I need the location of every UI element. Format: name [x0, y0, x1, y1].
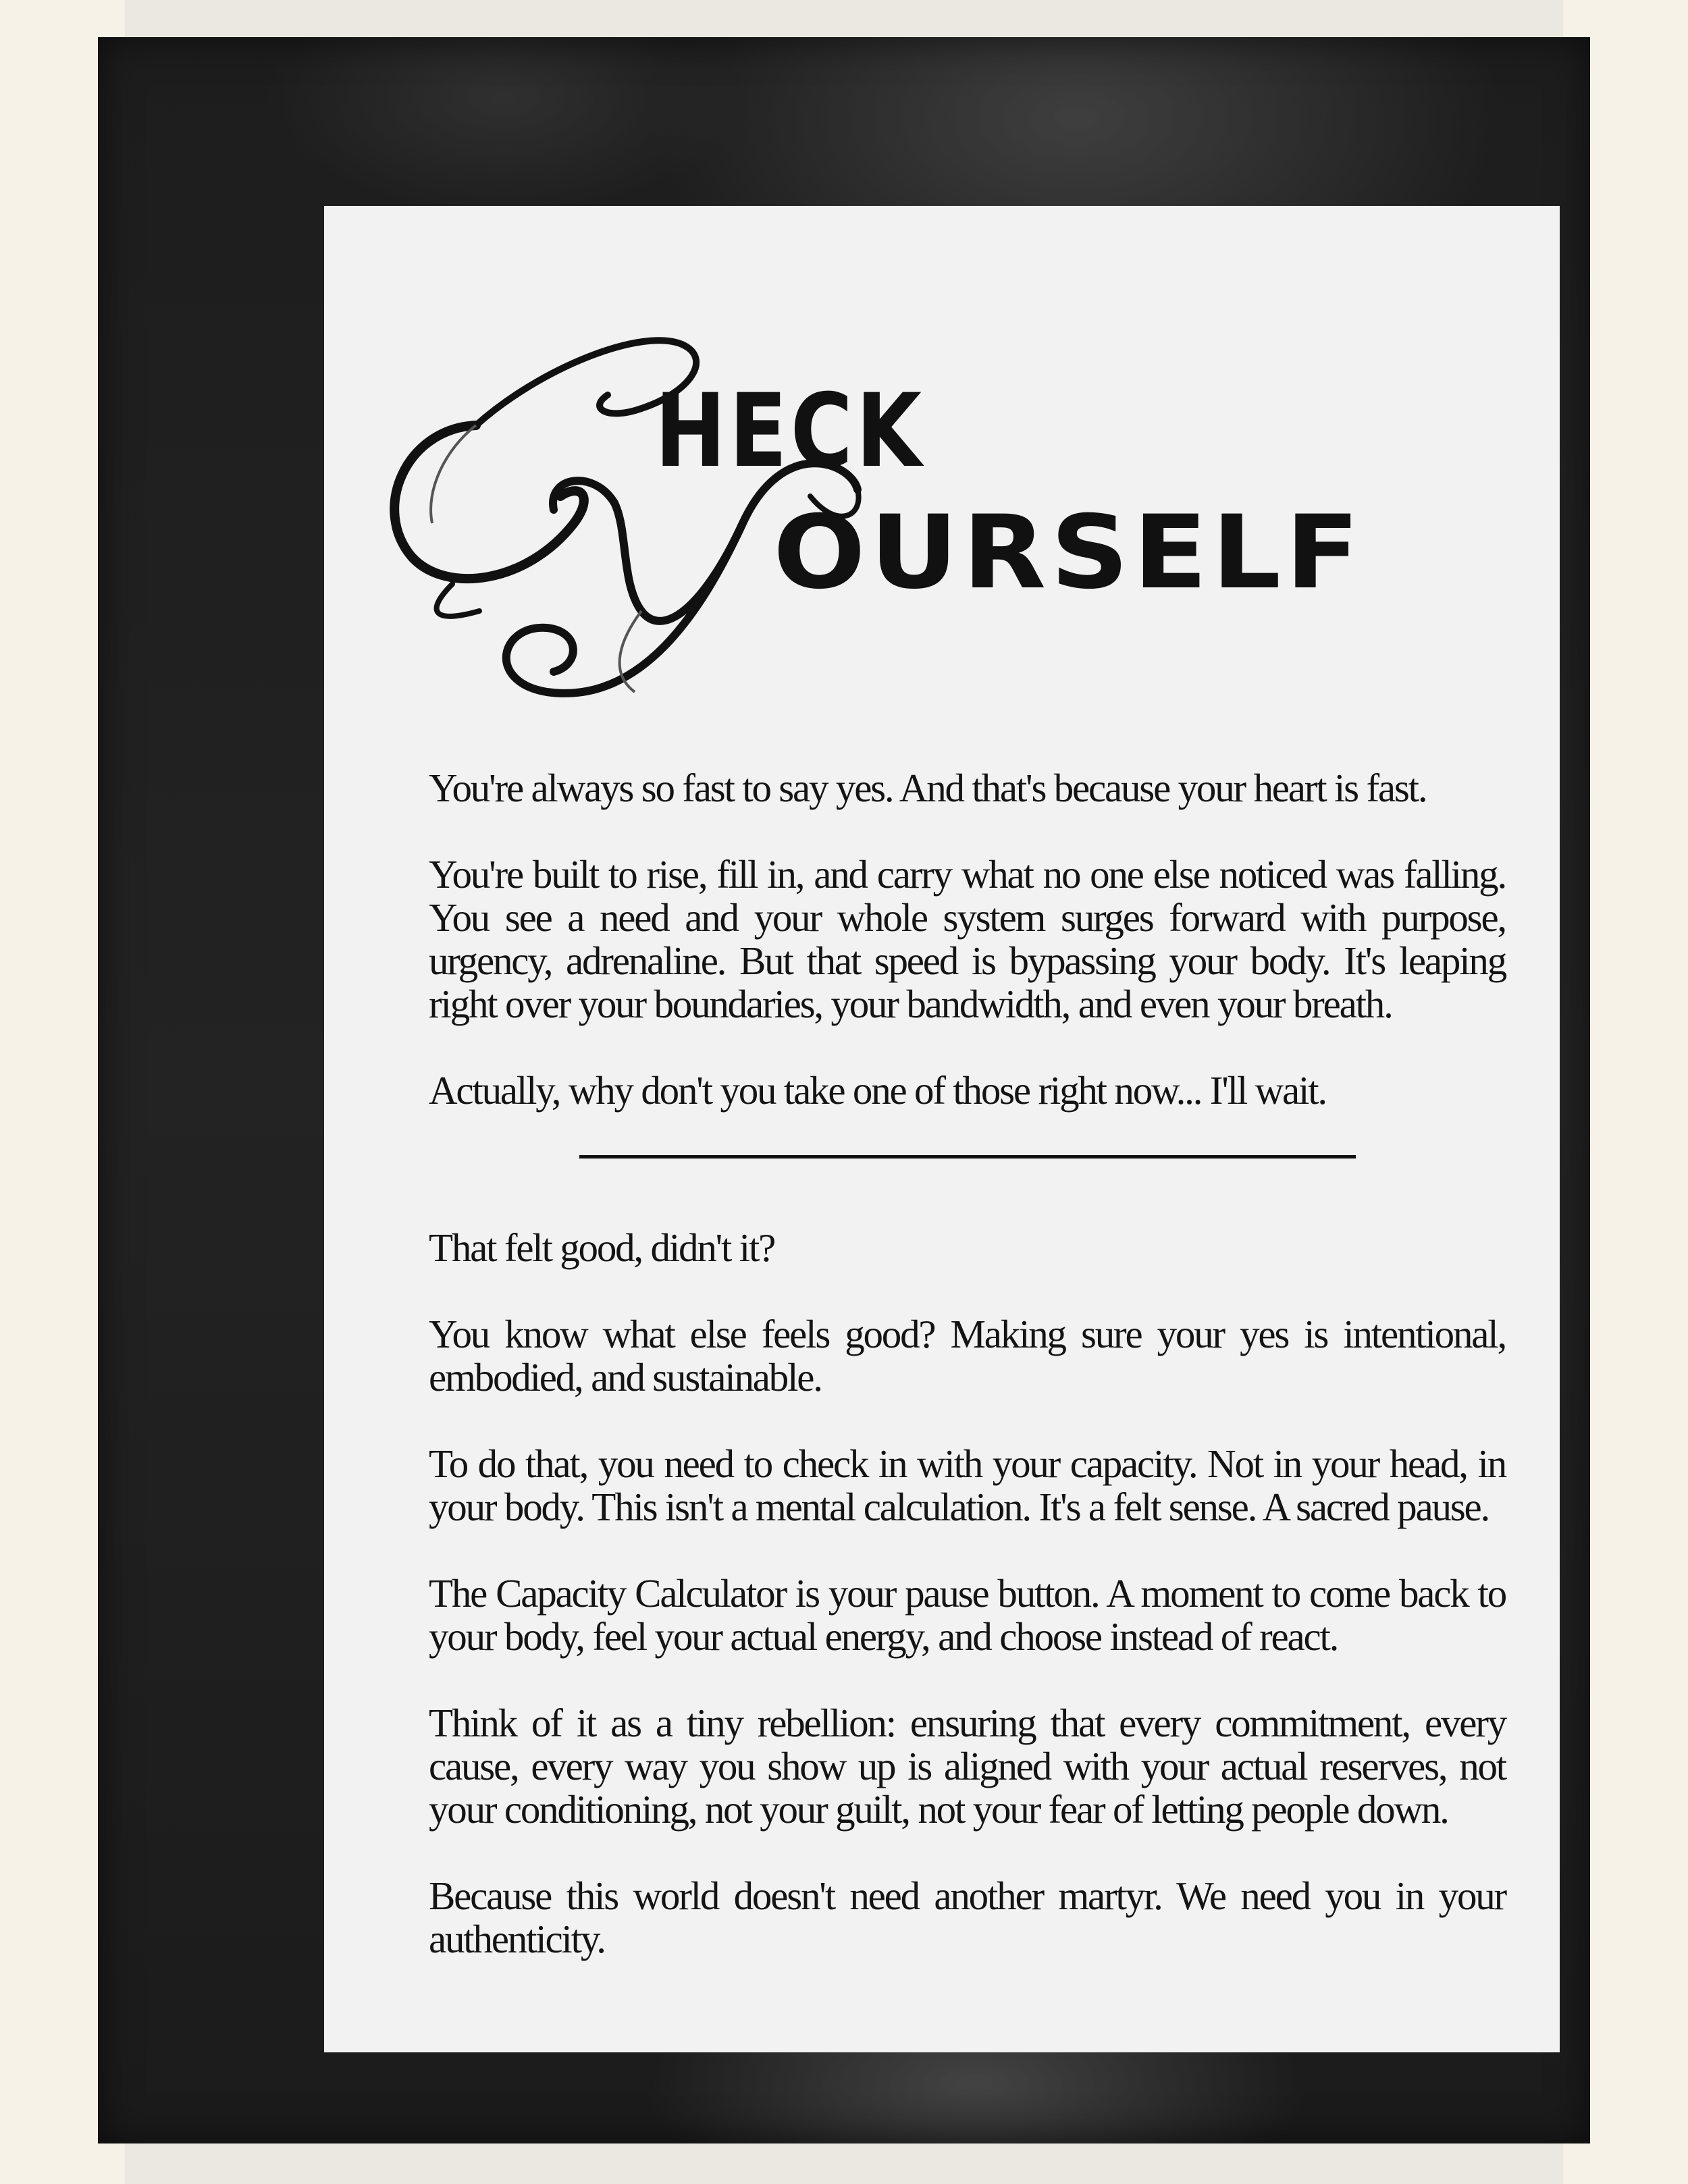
paragraph: Think of it as a tiny rebellion: ensuring that every commitment, every cause, every way you show up is aligned with your actual reserves, not your conditioning, not your guilt, not your fear of letting people down. — [429, 1701, 1506, 1832]
body-text — [429, 766, 1506, 2004]
page-title — [324, 206, 1560, 733]
paragraph: Actually, why don't you take one of those right now... I'll wait. — [429, 1068, 1326, 1113]
title-graphic — [324, 206, 1560, 733]
paragraph: You know what else feels good? Making sure your yes is intentional, embodied, and sustainable. — [429, 1312, 1506, 1400]
photo-frame — [98, 37, 1590, 2143]
divider — [579, 1155, 1356, 1158]
paragraph: Because this world doesn't need another martyr. We need you in your authenticity. — [429, 1873, 1506, 1961]
paragraph: To do that, you need to check in with your capacity. Not in your head, in your body. This isn't a mental calculation. It's a felt sense. A sacred pause. — [429, 1441, 1506, 1529]
paragraph: You're always so fast to say yes. And that's because your heart is fast. — [429, 766, 1427, 810]
title-word-yourself: OURSELF — [773, 494, 1364, 612]
content-card — [324, 206, 1560, 2052]
title-script-c — [394, 340, 696, 616]
title-word-check: HECK — [655, 373, 925, 490]
paragraph: You're built to rise, fill in, and carry what no one else noticed was falling. You see a need and your whole system surges forward with purpose, urgency, adrenaline. But that speed is bypassing your body. It's leaping right over your boundaries, your bandwidth, and even your breath. — [429, 852, 1506, 1026]
paragraph: That felt good, didn't it? — [429, 1225, 775, 1270]
paragraph: The Capacity Calculator is your pause button. A moment to come back to your body, feel your actual energy, and choose instead of react. — [429, 1571, 1506, 1659]
